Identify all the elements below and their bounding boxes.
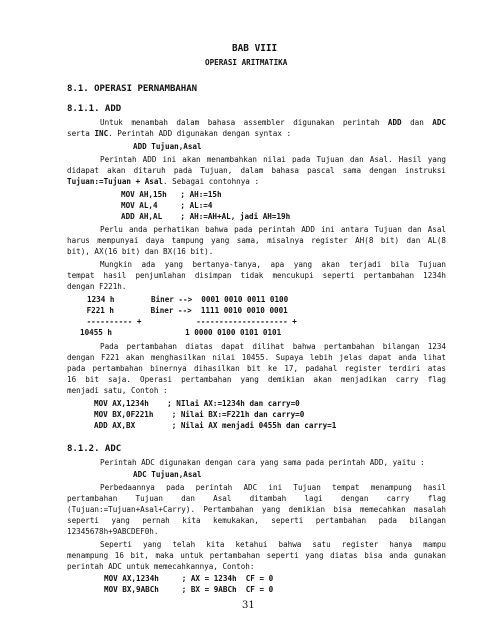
code-line: MOV BX,0F221h ; Nilai BX:=F221h dan carry=0 (94, 410, 305, 419)
code-line: MOV AH,15h ; AH:=15h (121, 190, 222, 199)
code-line: MOV BX,9ABCh ; BX = 9ABCh CF = 0 (104, 585, 274, 594)
paragraph-line (67, 177, 259, 187)
code-line: MOV AL,4 ; AL:=4 (121, 201, 213, 210)
binary-table-row: ---------- + -------------------- + (82, 317, 297, 326)
paragraph-line: menampung 16 bit, maka untuk pertambahan seperti yang diatas bisa anda gunakan (67, 551, 446, 560)
code-line: ADD AH,AL ; AH:=AH+AL, jadi AH=19h (121, 212, 291, 221)
code-line: MOV AX,1234h ; AX = 1234h CF = 0 (104, 574, 274, 583)
paragraph-line: Perbedaannya pada perintah ADC ini Tujuan tempat menampung hasil (100, 483, 446, 492)
binary-table-row: F221 h Biner --> 1111 0010 0010 0001 (82, 306, 288, 315)
paragraph-line: serta INC. Perintah ADD digunakan dengan syntax : (67, 129, 292, 138)
paragraph-line: Perlu anda perhatikan bahwa pada perintah ADD ini antara Tujuan dan Asal (100, 225, 446, 234)
code-line: MOV AX,1234h ; NIlai AX:=1234h dan carry=0 (94, 399, 300, 408)
paragraph-line: seperti yang pernah kita kemukakan, seperti pertambahan pada bilangan (67, 516, 446, 525)
inline-bold-text: Tujuan:=Tujuan + Asal (67, 177, 164, 186)
paragraph-line: (Tujuan:=Tujuan+Asal+Carry). Pertambahan yang demikian bisa memecahkan masalah (67, 505, 446, 514)
page-number: 31 (242, 600, 255, 611)
syntax-adc: ADC Tujuan,Asal (133, 470, 202, 479)
code-line: ADD AX,BX ; Nilai AX menjadi 0455h dan carry=1 (94, 421, 337, 430)
syntax-add: ADD Tujuan,Asal (133, 142, 202, 151)
paragraph-line: tempat hasil penjumlahan disimpan tidak mencukupi seperti pertambahan 1234h (67, 271, 446, 280)
chapter-title: BAB VIII (232, 43, 278, 54)
paragraph-line: Perintah ADD ini akan menambahkan nilai pada Tujuan dan Asal. Hasil yang (100, 155, 446, 164)
paragraph-line: Untuk menambah dalam bahasa assembler digunakan perintah ADD dan ADC (100, 118, 446, 127)
section-heading-8-1: 8.1. OPERASI PERNAMBAHAN (67, 84, 198, 94)
paragraph-line: 16 bit saja. Operasi pertambahan yang demikian akan menjadikan carry flag (67, 375, 446, 384)
paragraph-line: Perintah ADC digunakan dengan cara yang sama pada perintah ADD, yaitu : (100, 458, 425, 467)
paragraph-line: 12345678h+9ABCDEF0h. (67, 527, 159, 536)
binary-table-row: 10455 h 1 0000 0100 0101 0101 (80, 328, 282, 337)
paragraph-line: Mungkin ada yang bertanya-tanya, apa yang akan terjadi bila Tujuan (100, 260, 446, 269)
paragraph-line: dengan F221h. (67, 282, 127, 291)
paragraph-line: bit), AX(16 bit) dan BX(16 bit). (67, 247, 214, 256)
paragraph-line: didapat akan ditaruh pada Tujuan, dalam bahasa pascal sama dengan instruksi (67, 166, 446, 175)
paragraph-line: menjadi satu, Contoh : (67, 386, 168, 395)
inline-text: . Sebagai contohnya : (163, 177, 260, 186)
section-heading-8-1-1: 8.1.1. ADD (67, 104, 122, 114)
chapter-subtitle: OPERASI ARITMATIKA (205, 58, 288, 67)
paragraph-line: pada pertambahan binernya dihasilkan bit ke 17, padahal register terdiri atas (67, 364, 446, 373)
paragraph-line: Seperti yang telah kita ketahui bahwa satu register hanya mampu (100, 540, 446, 549)
paragraph-line: perintah ADC untuk memecahkannya, Contoh: (67, 562, 255, 571)
section-heading-8-1-2: 8.1.2. ADC (67, 444, 122, 454)
paragraph-line: dengan F221 akan menghasilkan nilai 10455. Supaya lebih jelas dapat anda lihat (67, 353, 446, 362)
paragraph-line: harus mempunyai daya tampung yang sama, misalnya register AH(8 bit) dan AL(8 (67, 236, 446, 245)
paragraph-line: Pada pertambahan diatas dapat dilihat bahwa pertambahan bilangan 1234 (100, 342, 446, 351)
paragraph-line: pertambahan Tujuan dan Asal ditambah lagi dengan carry flag (67, 494, 446, 503)
binary-table-row: 1234 h Biner --> 0001 0010 0011 0100 (87, 295, 289, 304)
